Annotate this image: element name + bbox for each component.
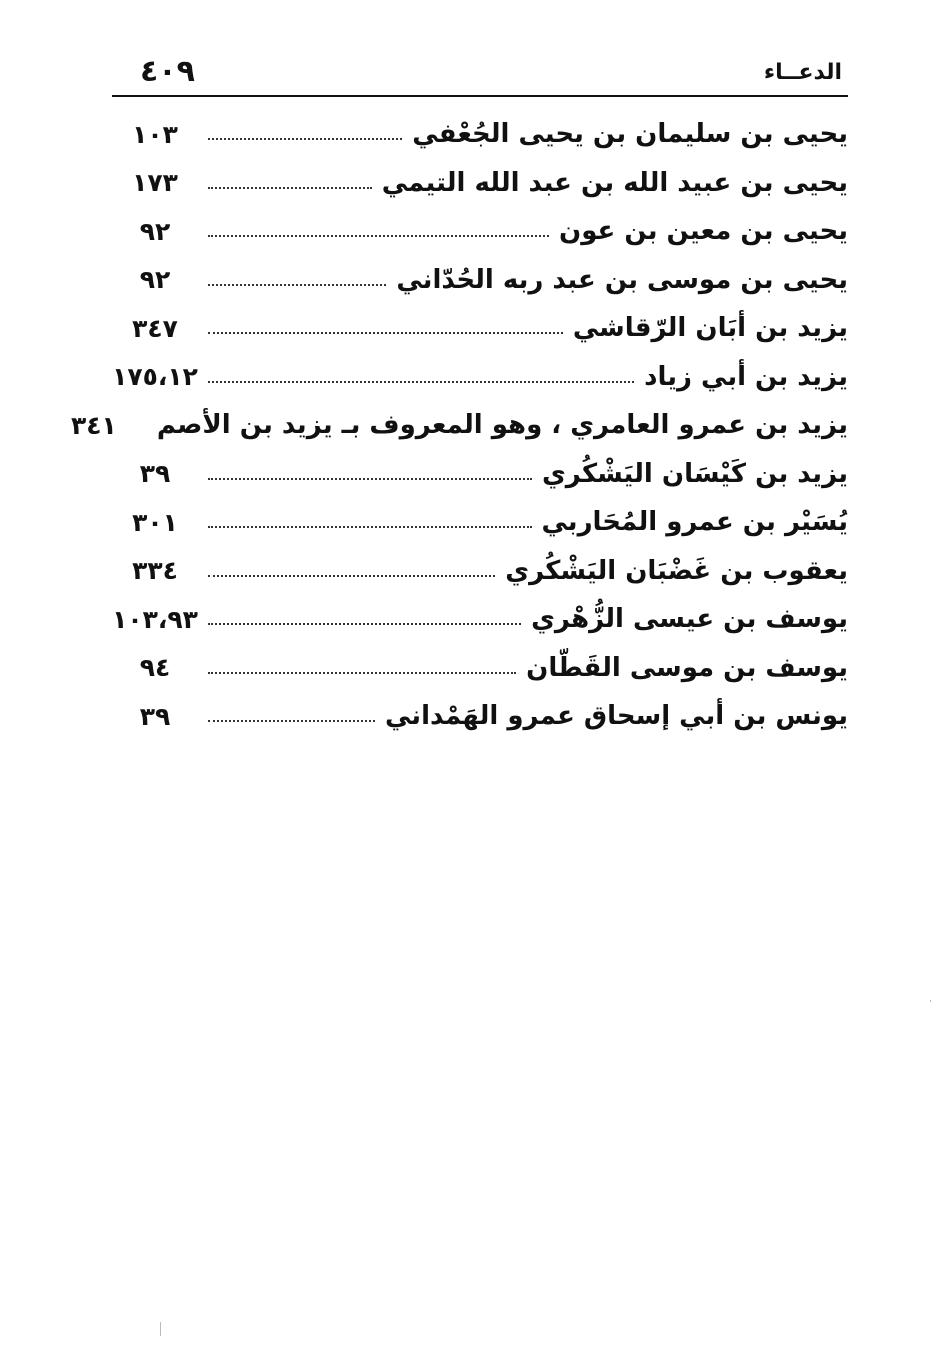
scan-speck — [160, 1322, 161, 1336]
dot-leader — [208, 235, 549, 237]
index-entry — [112, 159, 848, 208]
entry-name: يحيى بن معين بن عون — [559, 216, 848, 247]
dot-leader — [208, 478, 532, 480]
entry-name: يوسف بن موسى القَطّان — [526, 652, 848, 683]
entry-page-refs: ١٠٣ — [132, 119, 178, 149]
index-entry — [112, 110, 848, 159]
index-entry — [112, 353, 848, 402]
entry-page-refs: ٣٩ — [139, 701, 171, 731]
dot-leader — [208, 284, 386, 286]
index-entry — [112, 450, 848, 499]
index-entry — [112, 595, 848, 644]
entry-name: يزيد بن عمرو العامري ، وهو المعروف بـ يزيد بن الأصم — [156, 410, 848, 441]
entry-name: يحيى بن موسى بن عبد ربه الحُدّاني — [396, 264, 848, 295]
index-entry — [70, 401, 848, 450]
entry-page-refs: ٣٤٧ — [132, 313, 178, 343]
entry-page-refs: ٩٢ — [139, 265, 171, 295]
entry-name: يونس بن أبي إسحاق عمرو الهَمْداني — [385, 701, 848, 732]
index-entry — [112, 207, 848, 256]
entry-page-refs: ١٠٣،٩٣ — [112, 604, 198, 634]
scan-speck — [930, 1000, 931, 1002]
entry-page-refs: ٩٤ — [139, 653, 171, 683]
index-entry — [112, 256, 848, 305]
entry-name: يحيى بن عبيد الله بن عبد الله التيمي — [381, 167, 848, 198]
entry-name: يحيى بن سليمان بن يحيى الجُعْفي — [412, 119, 848, 150]
entry-name: يزيد بن كَيْسَان اليَشْكُري — [541, 458, 848, 489]
index-entry — [112, 547, 848, 596]
dot-leader — [208, 526, 532, 528]
header-rule — [112, 95, 848, 97]
dot-leader — [208, 720, 375, 722]
dot-leader — [208, 187, 372, 189]
entry-page-refs: ٣٠١ — [132, 507, 178, 537]
entry-name: يعقوب بن غَضْبَان اليَشْكُري — [505, 555, 848, 586]
page-number: ٤٠٩ — [140, 54, 195, 89]
index-entry — [112, 644, 848, 693]
dot-leader — [208, 138, 402, 140]
page-header — [112, 52, 848, 94]
index-entry — [112, 692, 848, 741]
entry-name: يزيد بن أبي زياد — [644, 361, 848, 392]
index-entry — [112, 304, 848, 353]
entry-page-refs: ١٧٣ — [132, 168, 178, 198]
entry-page-refs: ١٧٥،١٢ — [112, 362, 198, 392]
dot-leader — [208, 332, 563, 334]
entry-page-refs: ٩٢ — [139, 216, 171, 246]
dot-leader — [208, 575, 495, 577]
entry-name: يُسَيْر بن عمرو المُحَاربي — [541, 507, 848, 538]
entry-page-refs: ٣٤١ — [70, 410, 117, 440]
dot-leader — [208, 672, 516, 674]
entry-name: يوسف بن عيسى الزُّهْري — [531, 604, 848, 635]
entry-page-refs: ٣٣٤ — [132, 556, 178, 586]
index-list — [70, 110, 848, 741]
dot-leader — [208, 381, 634, 383]
index-entry — [112, 498, 848, 547]
running-title: الدعــاء — [763, 60, 842, 85]
entry-name: يزيد بن أبَان الرّقاشي — [572, 313, 848, 344]
dot-leader — [208, 623, 521, 625]
entry-page-refs: ٣٩ — [139, 459, 171, 489]
